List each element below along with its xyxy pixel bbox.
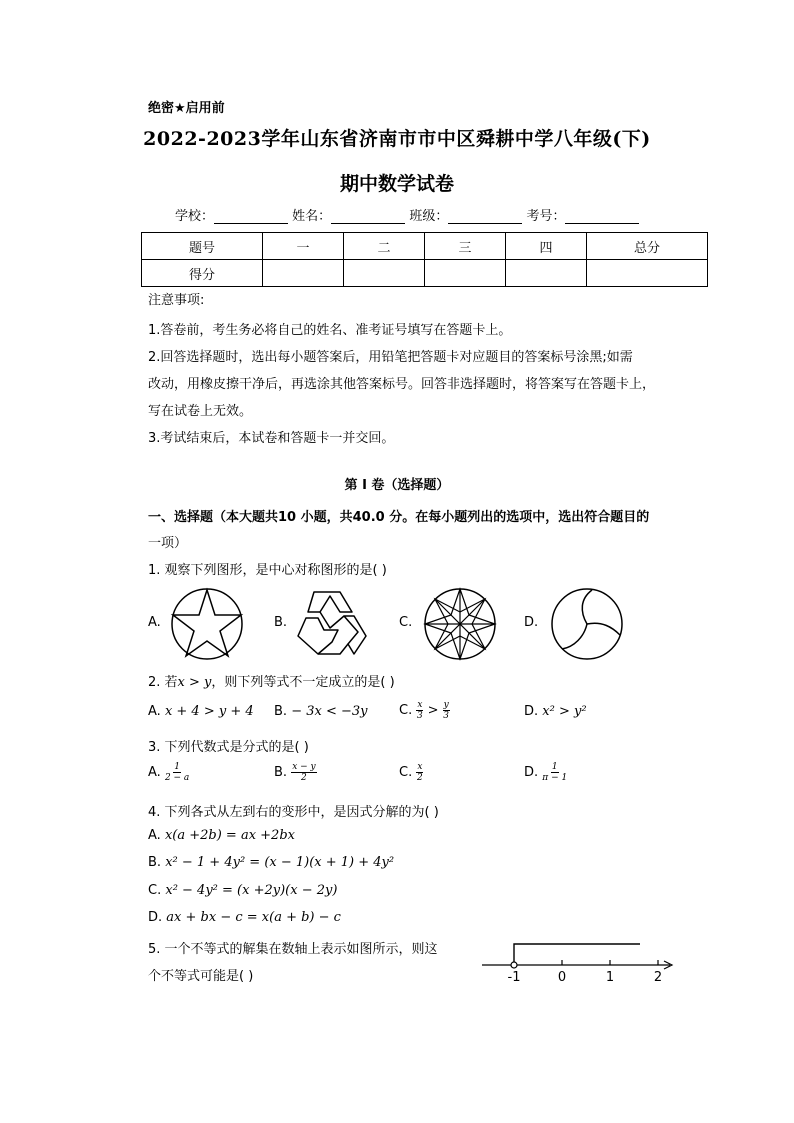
frac-den: 2 [301, 773, 307, 783]
question-5-stem-cont: 个不等式可能是( ) [148, 969, 254, 984]
q1-option-a-label[interactable]: A. [148, 615, 161, 630]
score-cell[interactable] [587, 260, 708, 287]
q4-option-a-text: x(a +2b) = ax +2bx [164, 828, 295, 843]
q1-option-c-label[interactable]: C. [399, 615, 413, 630]
table-cell: 总分 [587, 233, 708, 260]
question-2-stem [148, 671, 395, 690]
name-field[interactable] [331, 209, 405, 224]
notice-item: 1.答卷前，考生务必将自己的姓名、准考证号填写在答题卡上。 [148, 323, 512, 338]
question-3-stem: 3. 下列代数式是分式的是( ) [148, 740, 309, 755]
table-cell: 四 [506, 233, 587, 260]
exam-title: 2022-2023学年山东省济南市市中区舜耕中学八年级(下) [143, 128, 651, 150]
frac-num: y [443, 700, 449, 710]
q2-option-d-label: D. [524, 704, 539, 719]
frac-den: 3 [443, 711, 450, 721]
q2-option-b-text: − 3x < −3y [291, 704, 368, 719]
open-endpoint [511, 962, 517, 968]
q3-option-b[interactable] [274, 762, 317, 783]
q2-stem-post: ，则下列等式不一定成立的是( ) [211, 675, 395, 690]
tick-label: -1 [507, 970, 521, 985]
frac-den: 2 [417, 773, 423, 783]
q2-stem-math: x > y [177, 675, 212, 690]
section-intro-cont: 一项） [148, 536, 188, 551]
q3-option-d[interactable] [524, 762, 567, 783]
q4-option-d-label: D. [148, 910, 163, 925]
table-cell: 三 [425, 233, 506, 260]
fraction [542, 762, 567, 783]
score-cell[interactable] [344, 260, 425, 287]
school-label: 学校： [175, 209, 215, 224]
score-table-score-row [142, 260, 708, 287]
table-cell: 二 [344, 233, 425, 260]
notice-item: 改动，用橡皮擦干净后，再选涂其他答案标号。回答非选择题时，将答案写在答题卡上， [148, 377, 656, 392]
table-cell: 得分 [142, 260, 263, 287]
q3-option-c[interactable] [399, 762, 423, 783]
score-cell[interactable] [263, 260, 344, 287]
table-cell: 题号 [142, 233, 263, 260]
fraction [416, 762, 423, 783]
section-intro: 一、选择题（本大题共10 小题，共40.0 分。在每小题列出的选项中，选出符合题目的 [148, 510, 650, 525]
q3-option-a[interactable] [148, 762, 189, 783]
q4-option-b-text: x² − 1 + 4y² = (x − 1)(x + 1) + 4y² [165, 855, 395, 870]
class-field[interactable] [448, 209, 522, 224]
frac-den: 2 − a [164, 773, 190, 783]
frac-num: x [417, 700, 423, 710]
q2-option-b-label: B. [274, 704, 288, 719]
octagram-circle-figure [423, 587, 497, 661]
q4-option-b-label: B. [148, 855, 162, 870]
q3-option-a-label: A. [148, 765, 161, 780]
solution-ray [514, 944, 640, 965]
q4-option-d-text: ax + bx − c = x(a + b) − c [166, 910, 341, 925]
q4-option-a-label: A. [148, 828, 161, 843]
number-line-figure [480, 936, 680, 986]
fraction [443, 700, 450, 721]
name-label: 姓名： [292, 209, 332, 224]
fraction [165, 762, 189, 783]
q1-option-b-label[interactable]: B. [274, 615, 288, 630]
notice-title: 注意事项: [148, 293, 205, 308]
q4-option-a[interactable] [148, 828, 295, 843]
triskelion-circle-figure [550, 587, 624, 661]
frac-num: 1 [551, 762, 558, 772]
exam-number-field[interactable] [565, 209, 639, 224]
tick-label: 0 [557, 970, 567, 985]
score-cell[interactable] [425, 260, 506, 287]
question-5-stem: 5. 一个不等式的解集在数轴上表示如图所示，则这 [148, 942, 438, 957]
class-label: 班级： [409, 209, 449, 224]
notice-item: 2.回答选择题时，选出每小题答案后，用铅笔把答题卡对应题目的答案标号涂黑;如需 [148, 350, 633, 365]
frac-num: 1 [174, 762, 180, 772]
q3-option-c-label: C. [399, 765, 413, 780]
section-title: 第 I 卷（选择题） [344, 478, 450, 493]
q2-option-c[interactable] [399, 700, 450, 721]
frac-den: π − 1 [542, 773, 568, 783]
q2-option-a[interactable] [148, 704, 254, 719]
tick-label: 2 [653, 970, 663, 985]
school-field[interactable] [214, 209, 288, 224]
question-1-stem: 1. 观察下列图形，是中心对称图形的是( ) [148, 563, 387, 578]
q2-option-a-text: x + 4 > y + 4 [164, 704, 254, 719]
q2-option-b[interactable] [274, 704, 368, 719]
score-table-header-row [142, 233, 708, 260]
q4-option-c-text: x² − 4y² = (x +2y)(x − 2y) [165, 883, 338, 898]
hexagon-arrows-figure [296, 590, 368, 656]
exam-subtitle: 期中数学试卷 [339, 173, 454, 195]
q4-option-b[interactable] [148, 855, 394, 870]
score-table [141, 232, 708, 287]
frac-den: 3 [417, 711, 423, 721]
exam-number-label: 考号： [526, 209, 566, 224]
q4-option-d[interactable] [148, 910, 341, 925]
q2-stem-pre: 2. 若 [148, 675, 178, 690]
fraction [416, 700, 423, 721]
notice-item: 3.考试结束后，本试卷和答题卡一并交回。 [148, 431, 395, 446]
frac-num: x − y [292, 762, 316, 772]
q2-option-a-label: A. [148, 704, 161, 719]
table-cell: 一 [263, 233, 344, 260]
relation-sign: > [427, 703, 439, 718]
q3-option-d-label: D. [524, 765, 539, 780]
score-cell[interactable] [506, 260, 587, 287]
q4-option-c[interactable] [148, 883, 337, 898]
q1-option-d-label[interactable]: D. [524, 615, 539, 630]
fraction [291, 762, 316, 783]
star-in-circle-figure [170, 587, 244, 661]
confidential-mark: 绝密★启用前 [148, 101, 225, 116]
q2-option-d[interactable] [524, 704, 587, 719]
tick-label: 1 [605, 970, 615, 985]
q4-option-c-label: C. [148, 883, 162, 898]
q3-option-b-label: B. [274, 765, 288, 780]
notice-item: 写在试卷上无效。 [148, 404, 253, 419]
q2-option-c-label: C. [399, 703, 413, 718]
frac-num: x [417, 762, 423, 772]
question-4-stem: 4. 下列各式从左到右的变形中，是因式分解的为( ) [148, 805, 439, 820]
q2-option-d-text: x² > y² [542, 704, 587, 719]
student-info-line [175, 205, 639, 224]
